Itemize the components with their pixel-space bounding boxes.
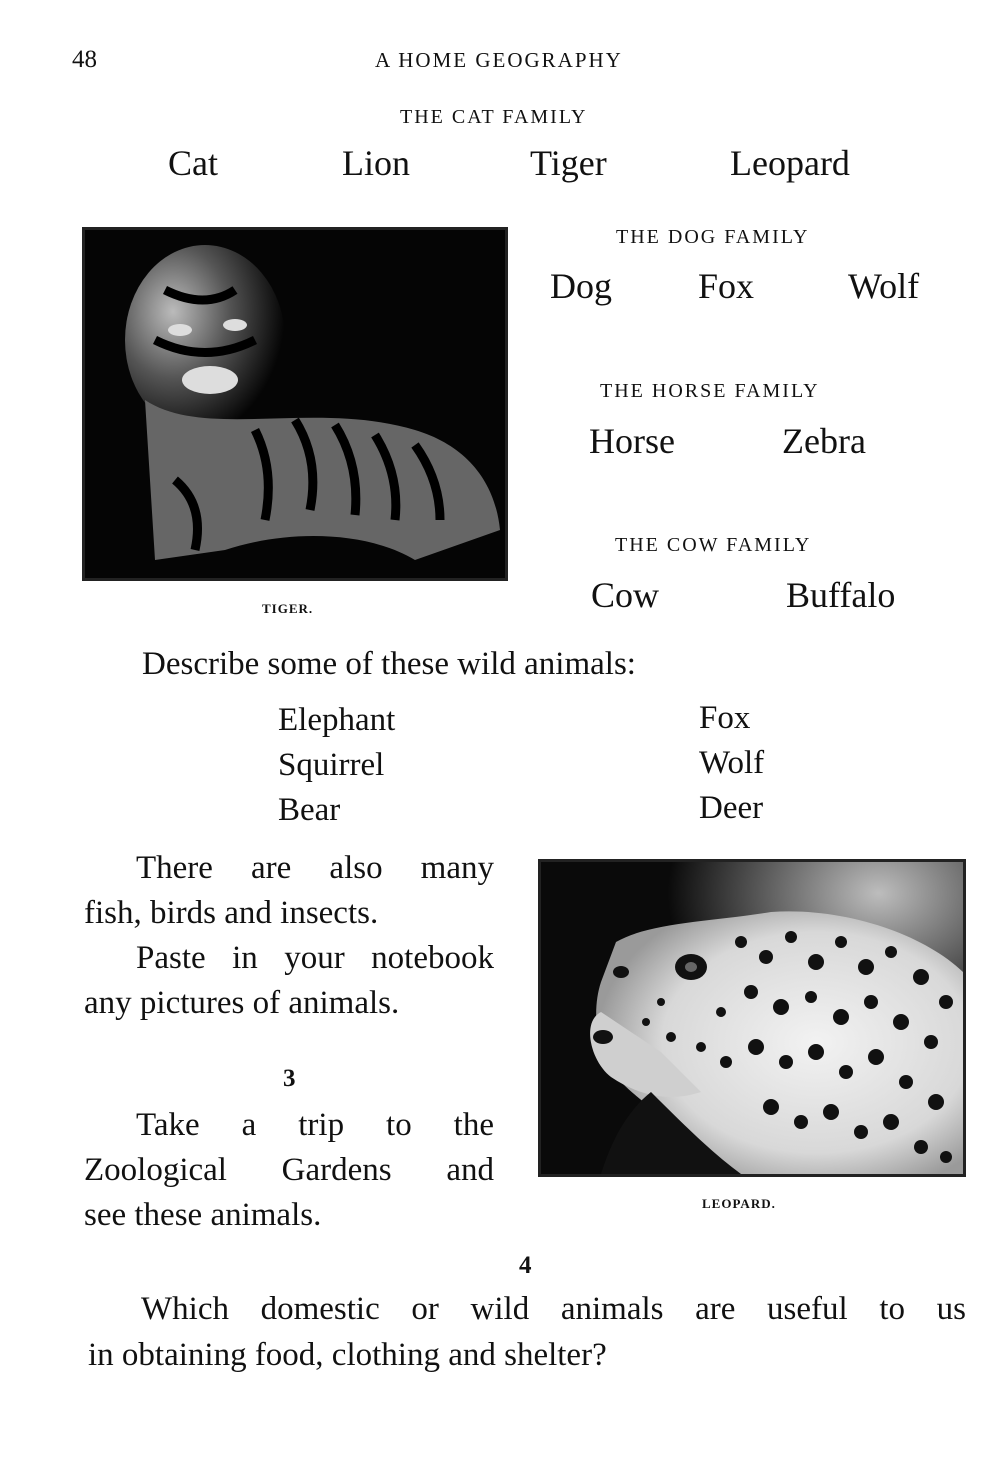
- wild-animal-left: Elephant: [278, 702, 396, 738]
- cat-family-member: Tiger: [530, 143, 607, 183]
- cow-family-title: THE COW FAMILY: [615, 534, 812, 556]
- dog-family-member: Wolf: [848, 266, 920, 306]
- paragraph-line: Paste in your notebook: [136, 940, 494, 976]
- leopard-caption: LEOPARD.: [702, 1196, 776, 1211]
- horse-family-member: Horse: [589, 421, 675, 461]
- section3-line: Take a trip to the: [136, 1107, 494, 1143]
- dog-family-title: THE DOG FAMILY: [616, 226, 810, 248]
- section3-line: Zoological Gardens and: [84, 1152, 494, 1188]
- wild-animal-left: Bear: [278, 792, 341, 828]
- running-title: A HOME GEOGRAPHY: [375, 48, 623, 72]
- cat-family-member: Leopard: [730, 143, 850, 183]
- horse-family-title: THE HORSE FAMILY: [600, 380, 820, 402]
- wild-animal-left: Squirrel: [278, 747, 385, 783]
- wild-animal-right: Wolf: [699, 745, 765, 781]
- paragraph-line: any pictures of animals.: [84, 985, 400, 1021]
- section4-line: Which domestic or wild animals are useful to us: [141, 1291, 966, 1327]
- wild-animal-right: Deer: [699, 790, 764, 826]
- tiger-photo: [82, 227, 508, 581]
- section-number-4: 4: [519, 1252, 532, 1279]
- cat-family-member: Lion: [342, 143, 410, 183]
- section4-line: in obtaining food, clothing and shelter?: [88, 1337, 607, 1373]
- leopard-photo: [538, 859, 966, 1177]
- wild-animal-right: Fox: [699, 700, 751, 736]
- cow-family-member: Buffalo: [786, 575, 896, 615]
- paragraph-line: There are also many: [136, 850, 494, 886]
- leopard-illustration: [541, 862, 963, 1174]
- cat-family-member: Cat: [168, 143, 218, 183]
- tiger-caption: TIGER.: [262, 601, 314, 616]
- section3-line: see these animals.: [84, 1197, 322, 1233]
- cow-family-member: Cow: [591, 575, 660, 615]
- section-number-3: 3: [283, 1065, 296, 1092]
- dog-family-member: Fox: [698, 266, 755, 306]
- page-number: 48: [72, 46, 97, 73]
- cat-family-title: THE CAT FAMILY: [400, 106, 588, 128]
- tiger-illustration: [85, 230, 505, 578]
- dog-family-member: Dog: [550, 266, 612, 306]
- describe-prompt: Describe some of these wild animals:: [142, 646, 636, 682]
- horse-family-member: Zebra: [782, 421, 866, 461]
- paragraph-line: fish, birds and insects.: [84, 895, 379, 931]
